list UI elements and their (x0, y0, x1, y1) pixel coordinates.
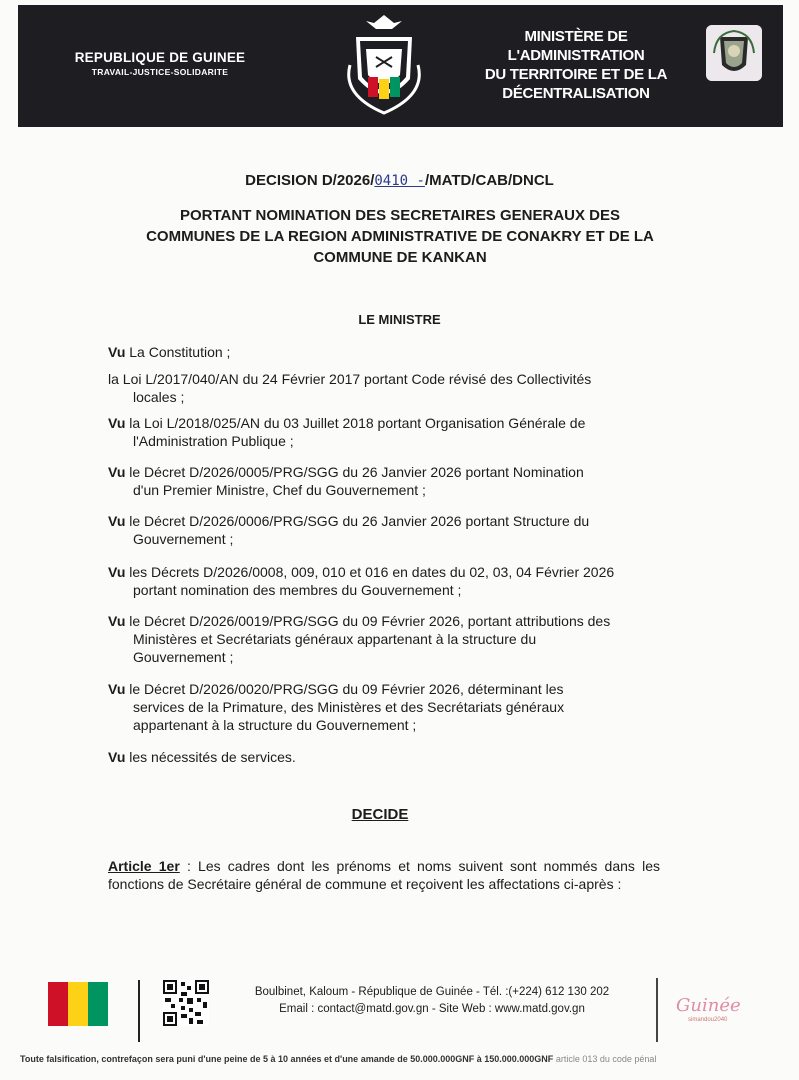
decision-subject (90, 205, 710, 268)
footer-address (222, 984, 642, 1018)
decide-heading: DECIDE (351, 806, 409, 823)
ministry-line-2: DU TERRITOIRE ET DE LA (484, 66, 668, 83)
consideration-item: Vu les Décrets D/2026/0008, 009, 010 et 016 en dates du 02, 03, 04 Février 2026 portant nomination des membres du Gouvernement ; (108, 564, 615, 598)
consideration-item: Vu le Décret D/2026/0020/PRG/SGG du 09 Février 2026, déterminant les services de la Primature, des Ministères et des Secrétariats généraux appartenant à la structure du Gouvernement ; (108, 681, 565, 733)
republic-block (60, 50, 260, 77)
consideration-item: la Loi L/2017/040/AN du 24 Février 2017 portant Code révisé des Collectivités locales ; (108, 371, 592, 405)
decision-number: 0410 - (374, 173, 425, 189)
article-1: Article 1er : Les cadres dont les prénoms et noms suivent sont nommés dans les fonctions de Secrétaire général de commune et reçoivent les affectations ci-après : (108, 858, 660, 892)
consideration-item: Vu La Constitution ; (108, 344, 231, 360)
decision-reference (0, 172, 799, 189)
authority-heading: LE MINISTRE (358, 312, 441, 327)
ministry-emblem-icon (706, 25, 762, 81)
guinea-flag-icon (48, 982, 108, 1026)
qr-code-icon (163, 980, 209, 1026)
contact-line: Email : contact@matd.gov.gn - Site Web : www.matd.gov.gn (279, 1003, 585, 1015)
consideration-item: Vu les nécessités de services. (108, 749, 296, 765)
footer-divider (656, 978, 658, 1042)
consideration-item: Vu la Loi L/2018/025/AN du 03 Juillet 2018 portant Organisation Générale de l'Administration Publique ; (108, 415, 586, 449)
coat-of-arms-icon (336, 9, 432, 119)
letterhead-banner (18, 5, 783, 127)
falsification-warning: Toute falsification, contrefaçon sera puni d'une peine de 5 à 10 années et d'une amande de 50.000.000GNF à 150.000.000GNF article 013 du code pénal (20, 1054, 657, 1064)
consideration-item: Vu le Décret D/2026/0006/PRG/SGG du 26 Janvier 2026 portant Structure du Gouvernement ; (108, 513, 590, 547)
footer-divider (138, 980, 140, 1042)
subject-line-2: COMMUNES DE LA REGION ADMINISTRATIVE DE CONAKRY ET DE LA (146, 228, 654, 245)
consideration-item: Vu le Décret D/2026/0005/PRG/SGG du 26 Janvier 2026 portant Nomination d'un Premier Ministre, Chef du Gouvernement ; (108, 464, 584, 498)
consideration-item: Vu le Décret D/2026/0019/PRG/SGG du 09 Février 2026, portant attributions des Ministères et Secrétariats généraux appartenant à la structure du Gouvernement ; (108, 613, 611, 665)
article-text: Les cadres dont les prénoms et noms suivent sont nommés dans les fonctions de Secrétaire général de commune et reçoivent les affectations ci-après : (108, 858, 660, 892)
ministry-line-3: DÉCENTRALISATION (502, 85, 650, 102)
subject-line-3: COMMUNE DE KANKAN (313, 249, 487, 266)
country-name: REPUBLIQUE DE GUINEE (74, 50, 246, 65)
national-motto: TRAVAIL-JUSTICE-SOLIDARITE (91, 67, 229, 77)
guinee-brand-logo: Guinée (676, 995, 741, 1016)
address-line: Boulbinet, Kaloum - République de Guinée - Tél. :(+224) 612 130 202 (254, 986, 610, 998)
subject-line-1: PORTANT NOMINATION DES SECRETAIRES GENERAUX DES (179, 207, 621, 224)
article-label: Article 1er (108, 858, 180, 874)
ministry-line-1: MINISTÈRE DE L'ADMINISTRATION (507, 28, 645, 64)
decision-suffix: /MATD/CAB/DNCL (424, 172, 554, 189)
ministry-name (458, 27, 694, 103)
guinee-brand-subtitle: simandou2040 (688, 1017, 728, 1023)
decision-prefix: DECISION D/2026/ (245, 172, 375, 189)
